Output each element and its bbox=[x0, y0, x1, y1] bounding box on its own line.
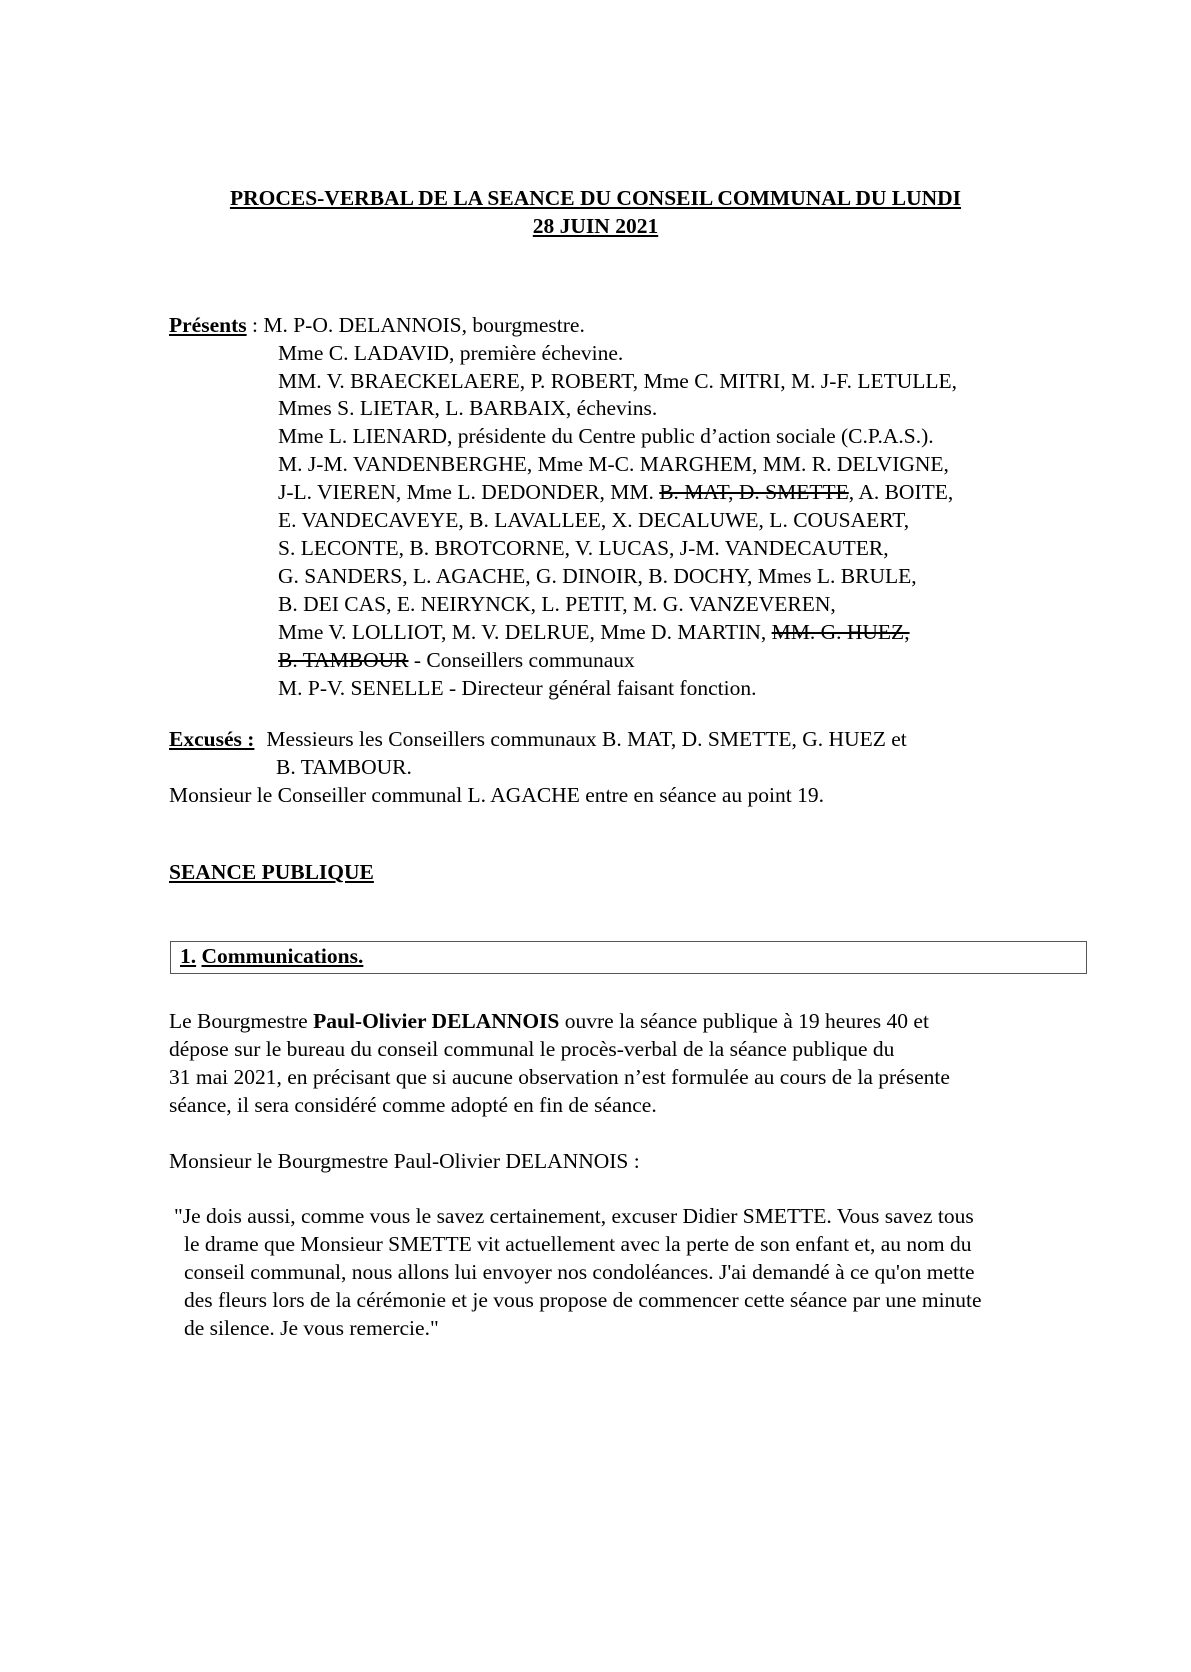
page-title-line-1: PROCES-VERBAL DE LA SEANCE DU CONSEIL COMMUNAL DU LUNDI bbox=[229, 186, 962, 210]
presents-line: B. DEI CAS, E. NEIRYNCK, L. PETIT, M. G. VANZEVEREN, bbox=[278, 592, 836, 616]
struck-names: MM. G. HUEZ, bbox=[771, 620, 910, 644]
presents-line: G. SANDERS, L. AGACHE, G. DINOIR, B. DOCHY, Mmes L. BRULE, bbox=[278, 564, 917, 588]
paragraph-line: séance, il sera considéré comme adopté en fin de séance. bbox=[169, 1093, 657, 1117]
presents-line: S. LECONTE, B. BROTCORNE, V. LUCAS, J-M. VANDECAUTER, bbox=[278, 536, 889, 560]
speaker-line: Monsieur le Bourgmestre Paul-Olivier DELANNOIS : bbox=[169, 1149, 640, 1173]
item-title: Communications. bbox=[201, 944, 364, 968]
presents-line: M. P-O. DELANNOIS, bourgmestre. bbox=[263, 313, 585, 337]
quote-line: conseil communal, nous allons lui envoyer nos condoléances. J'ai demandé à ce qu'on mette bbox=[184, 1260, 975, 1284]
presents-line-strike bbox=[278, 478, 953, 506]
presents-line: E. VANDECAVEYE, B. LAVALLEE, X. DECALUWE, L. COUSAERT, bbox=[278, 508, 910, 532]
paragraph-line: dépose sur le bureau du conseil communal le procès-verbal de la séance publique du bbox=[169, 1037, 895, 1061]
quote-line: le drame que Monsieur SMETTE vit actuellement avec la perte de son enfant et, au nom du bbox=[184, 1232, 972, 1256]
presents-line-strike bbox=[278, 618, 910, 646]
presents-text: Mme V. LOLLIOT, M. V. DELRUE, Mme D. MARTIN, bbox=[278, 620, 772, 644]
paragraph-text: Le Bourgmestre bbox=[169, 1009, 314, 1033]
presents-line: Mme L. LIENARD, présidente du Centre public d’action sociale (C.P.A.S.). bbox=[278, 424, 934, 448]
presents-line: M. J-M. VANDENBERGHE, Mme M-C. MARGHEM, MM. R. DELVIGNE, bbox=[278, 452, 949, 476]
presents-text: - Conseillers communaux bbox=[408, 648, 635, 672]
presents-line: Mme C. LADAVID, première échevine. bbox=[278, 341, 624, 365]
excuses-label: Excusés : bbox=[169, 727, 255, 751]
paragraph-text: ouvre la séance publique à 19 heures 40 et bbox=[559, 1009, 929, 1033]
presents-line: M. P-V. SENELLE - Directeur général faisant fonction. bbox=[278, 676, 757, 700]
excuses-line: Messieurs les Conseillers communaux B. MAT, D. SMETTE, G. HUEZ et bbox=[266, 727, 907, 751]
quote-line: "Je dois aussi, comme vous le savez certainement, excuser Didier SMETTE. Vous savez tous bbox=[174, 1204, 974, 1228]
excuses-line: B. TAMBOUR. bbox=[276, 755, 412, 779]
paragraph-line bbox=[169, 1007, 929, 1035]
presents-line-strike bbox=[278, 646, 635, 674]
late-arrival-note: Monsieur le Conseiller communal L. AGACHE entre en séance au point 19. bbox=[169, 783, 824, 807]
paragraph-line: 31 mai 2021, en précisant que si aucune observation n’est formulée au cours de la présente bbox=[169, 1065, 950, 1089]
excuses-first-line bbox=[169, 725, 907, 753]
presents-line: Mmes S. LIETAR, L. BARBAIX, échevins. bbox=[278, 396, 658, 420]
page-title-line-2: 28 JUIN 2021 bbox=[532, 214, 659, 238]
presents-first-line bbox=[169, 311, 585, 339]
quote-line: des fleurs lors de la cérémonie et je vous propose de commencer cette séance par une minute bbox=[184, 1288, 982, 1312]
struck-names: B. TAMBOUR bbox=[278, 648, 409, 672]
presents-text: , A. BOITE, bbox=[848, 480, 954, 504]
item-number: 1. bbox=[180, 944, 197, 968]
section-heading: SEANCE PUBLIQUE bbox=[169, 860, 374, 884]
presents-label: Présents bbox=[169, 313, 247, 337]
presents-text: J-L. VIEREN, Mme L. DEDONDER, MM. bbox=[278, 480, 660, 504]
item-heading bbox=[180, 941, 363, 971]
quote-line: de silence. Je vous remercie." bbox=[184, 1316, 439, 1340]
struck-names: B. MAT, D. SMETTE bbox=[659, 480, 849, 504]
presents-separator: : bbox=[246, 313, 264, 337]
presents-line: MM. V. BRAECKELAERE, P. ROBERT, Mme C. MITRI, M. J-F. LETULLE, bbox=[278, 369, 958, 393]
mayor-name: Paul-Olivier DELANNOIS bbox=[313, 1009, 560, 1033]
